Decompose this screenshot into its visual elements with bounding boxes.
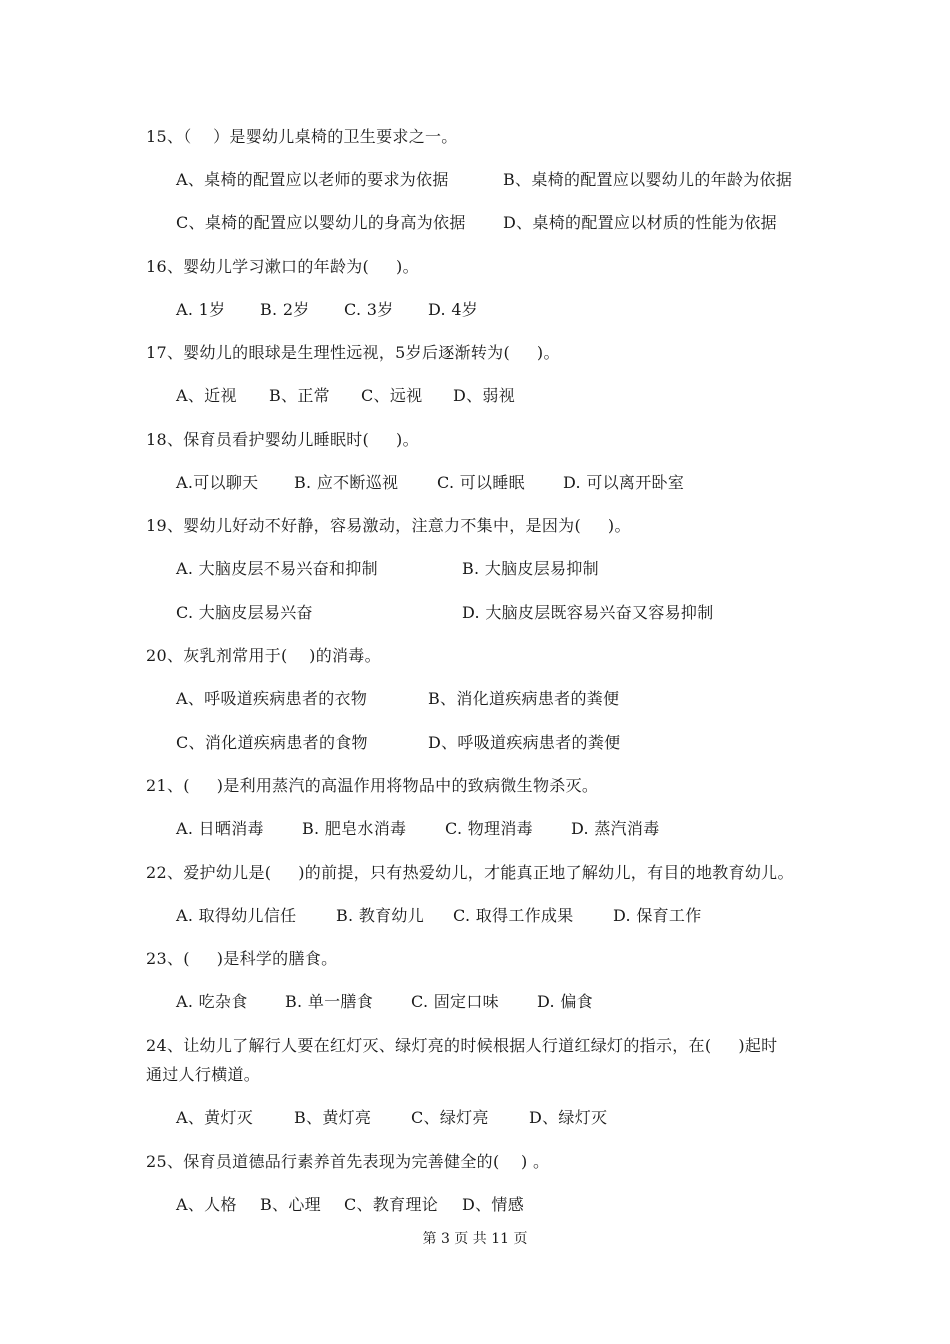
question-17-option-a: A、近视 xyxy=(176,386,237,405)
question-22-option-a: A. 取得幼儿信任 xyxy=(176,906,297,925)
question-24-option-d: D、绿灯灭 xyxy=(529,1108,608,1127)
question-22-option-c: C. 取得工作成果 xyxy=(453,906,574,925)
question-16-option-d: D. 4岁 xyxy=(428,300,479,319)
question-19-option-b: B. 大脑皮层易抑制 xyxy=(462,559,599,578)
question-18-stem: 18、保育员看护婴幼儿睡眠时( )。 xyxy=(146,430,419,449)
question-25-stem: 25、保育员道德品行素养首先表现为完善健全的( ) 。 xyxy=(146,1152,550,1171)
question-24-stem-line-1: 24、让幼儿了解行人要在红灯灭、绿灯亮的时候根据人行道红绿灯的指示，在( )起时 xyxy=(146,1036,778,1055)
question-21-stem: 21、( )是利用蒸汽的高温作用将物品中的致病微生物杀灭。 xyxy=(146,776,599,795)
question-15-option-d: D、桌椅的配置应以材质的性能为依据 xyxy=(503,213,777,232)
question-22-stem: 22、爱护幼儿是( )的前提，只有热爱幼儿，才能真正地了解幼儿，有目的地教育幼儿。 xyxy=(146,863,794,882)
question-17-stem: 17、婴幼儿的眼球是生理性远视，5岁后逐渐转为( )。 xyxy=(146,343,560,362)
question-20-stem: 20、灰乳剂常用于( )的消毒。 xyxy=(146,646,381,665)
question-24-stem-line-2: 通过人行横道。 xyxy=(146,1065,261,1084)
question-19-option-c: C. 大脑皮层易兴奋 xyxy=(176,603,313,622)
question-19-option-d: D. 大脑皮层既容易兴奋又容易抑制 xyxy=(462,603,714,622)
question-24-option-a: A、黄灯灭 xyxy=(176,1108,254,1127)
question-20-option-a: A、呼吸道疾病患者的衣物 xyxy=(176,689,368,708)
question-25-option-a: A、人格 xyxy=(176,1195,237,1214)
question-23-option-c: C. 固定口味 xyxy=(411,992,499,1011)
question-21-option-c: C. 物理消毒 xyxy=(445,819,533,838)
question-15-option-b: B、桌椅的配置应以婴幼儿的年龄为依据 xyxy=(503,170,793,189)
question-17-option-d: D、弱视 xyxy=(453,386,516,405)
question-16-option-b: B. 2岁 xyxy=(260,300,310,319)
question-16-stem: 16、婴幼儿学习漱口的年龄为( )。 xyxy=(146,257,419,276)
question-18-option-b: B. 应不断巡视 xyxy=(294,473,399,492)
question-22-option-b: B. 教育幼儿 xyxy=(336,906,425,925)
question-25-option-c: C、教育理论 xyxy=(344,1195,439,1214)
question-21-option-d: D. 蒸汽消毒 xyxy=(571,819,660,838)
question-24-option-b: B、黄灯亮 xyxy=(294,1108,372,1127)
question-18-option-c: C. 可以睡眠 xyxy=(437,473,525,492)
question-20-option-d: D、呼吸道疾病患者的粪便 xyxy=(428,733,621,752)
question-18-option-d: D. 可以离开卧室 xyxy=(563,473,685,492)
question-25-option-d: D、情感 xyxy=(462,1195,525,1214)
question-15-stem: 15、（ ）是婴幼儿桌椅的卫生要求之一。 xyxy=(146,127,458,146)
question-25-option-b: B、心理 xyxy=(260,1195,321,1214)
question-17-option-b: B、正常 xyxy=(269,386,330,405)
page-number-footer: 第 3 页 共 11 页 xyxy=(422,1231,528,1247)
question-19-stem: 19、婴幼儿好动不好静，容易激动，注意力不集中，是因为( )。 xyxy=(146,516,631,535)
question-16-option-a: A. 1岁 xyxy=(176,300,226,319)
question-23-option-a: A. 吃杂食 xyxy=(176,992,248,1011)
question-19-option-a: A. 大脑皮层不易兴奋和抑制 xyxy=(176,559,378,578)
question-24-option-c: C、绿灯亮 xyxy=(411,1108,489,1127)
question-23-stem: 23、( )是科学的膳食。 xyxy=(146,949,338,968)
question-23-option-d: D. 偏食 xyxy=(537,992,593,1011)
question-21-option-b: B. 肥皂水消毒 xyxy=(302,819,407,838)
question-18-option-a: A.可以聊天 xyxy=(176,473,259,492)
question-15-option-a: A、桌椅的配置应以老师的要求为依据 xyxy=(176,170,449,189)
question-21-option-a: A. 日晒消毒 xyxy=(176,819,264,838)
question-20-option-c: C、消化道疾病患者的食物 xyxy=(176,733,368,752)
question-22-option-d: D. 保育工作 xyxy=(613,906,702,925)
question-17-option-c: C、远视 xyxy=(361,386,423,405)
question-23-option-b: B. 单一膳食 xyxy=(285,992,374,1011)
question-20-option-b: B、消化道疾病患者的粪便 xyxy=(428,689,620,708)
question-16-option-c: C. 3岁 xyxy=(344,300,394,319)
question-15-option-c: C、桌椅的配置应以婴幼儿的身高为依据 xyxy=(176,213,466,232)
